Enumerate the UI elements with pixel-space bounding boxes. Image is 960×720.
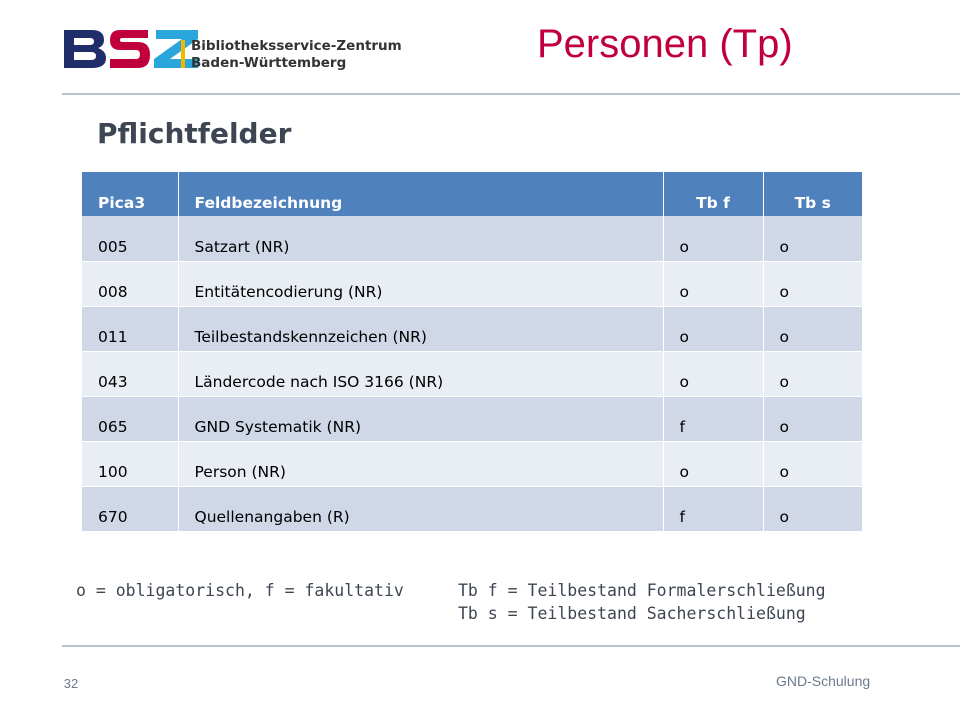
cell-tb-s: o: [763, 351, 862, 396]
cell-tb-f: o: [663, 351, 763, 396]
logo-name-line1: Bibliotheksservice-Zentrum: [191, 38, 402, 54]
column-header-feldbezeichnung: Feldbezeichnung: [178, 172, 663, 216]
legend-tb-definitions: [458, 579, 826, 625]
column-header-tb-f: Tb f: [663, 172, 763, 216]
legend-tb-s: Tb s = Teilbestand Sacherschließung: [458, 604, 806, 623]
legend-tb-f: Tb f = Teilbestand Formalerschließung: [458, 581, 826, 600]
cell-tb-s: o: [763, 441, 862, 486]
footer-label: GND-Schulung: [776, 673, 871, 689]
cell-feldbezeichnung: GND Systematik (NR): [178, 396, 663, 441]
table-row: [82, 441, 862, 486]
table-row: [82, 486, 862, 531]
table-row: [82, 351, 862, 396]
cell-tb-f: o: [663, 306, 763, 351]
cell-pica3: 011: [82, 306, 178, 351]
cell-pica3: 043: [82, 351, 178, 396]
cell-feldbezeichnung: Quellenangaben (R): [178, 486, 663, 531]
header-divider: [62, 93, 960, 95]
cell-tb-f: o: [663, 441, 763, 486]
cell-feldbezeichnung: Teilbestandskennzeichen (NR): [178, 306, 663, 351]
cell-tb-s: o: [763, 306, 862, 351]
cell-tb-f: o: [663, 261, 763, 306]
cell-pica3: 008: [82, 261, 178, 306]
cell-tb-s: o: [763, 486, 862, 531]
cell-pica3: 100: [82, 441, 178, 486]
legend-abbreviations: o = obligatorisch, f = fakultativ: [76, 581, 404, 600]
table-row: [82, 306, 862, 351]
cell-feldbezeichnung: Satzart (NR): [178, 216, 663, 261]
column-header-tb-s: Tb s: [763, 172, 862, 216]
cell-tb-s: o: [763, 396, 862, 441]
table-row: [82, 216, 862, 261]
cell-pica3: 670: [82, 486, 178, 531]
logo-accent-bar: [181, 40, 185, 68]
slide-title: Personen (Tp): [537, 22, 793, 66]
logo-name-line2: Baden-Württemberg: [191, 55, 347, 71]
section-heading: Pflichtfelder: [97, 117, 292, 150]
footer-divider: [62, 645, 960, 647]
cell-feldbezeichnung: Entitätencodierung (NR): [178, 261, 663, 306]
cell-feldbezeichnung: Ländercode nach ISO 3166 (NR): [178, 351, 663, 396]
page-number: 32: [63, 676, 79, 691]
logo-organization-name: [191, 38, 402, 72]
cell-pica3: 005: [82, 216, 178, 261]
cell-feldbezeichnung: Person (NR): [178, 441, 663, 486]
cell-tb-f: f: [663, 486, 763, 531]
table-header-row: [82, 172, 862, 216]
cell-tb-f: f: [663, 396, 763, 441]
column-header-pica3: Pica3: [82, 172, 178, 216]
table-row: [82, 261, 862, 306]
cell-tb-f: o: [663, 216, 763, 261]
fields-table: [82, 172, 862, 531]
cell-tb-s: o: [763, 216, 862, 261]
cell-pica3: 065: [82, 396, 178, 441]
cell-tb-s: o: [763, 261, 862, 306]
table-row: [82, 396, 862, 441]
